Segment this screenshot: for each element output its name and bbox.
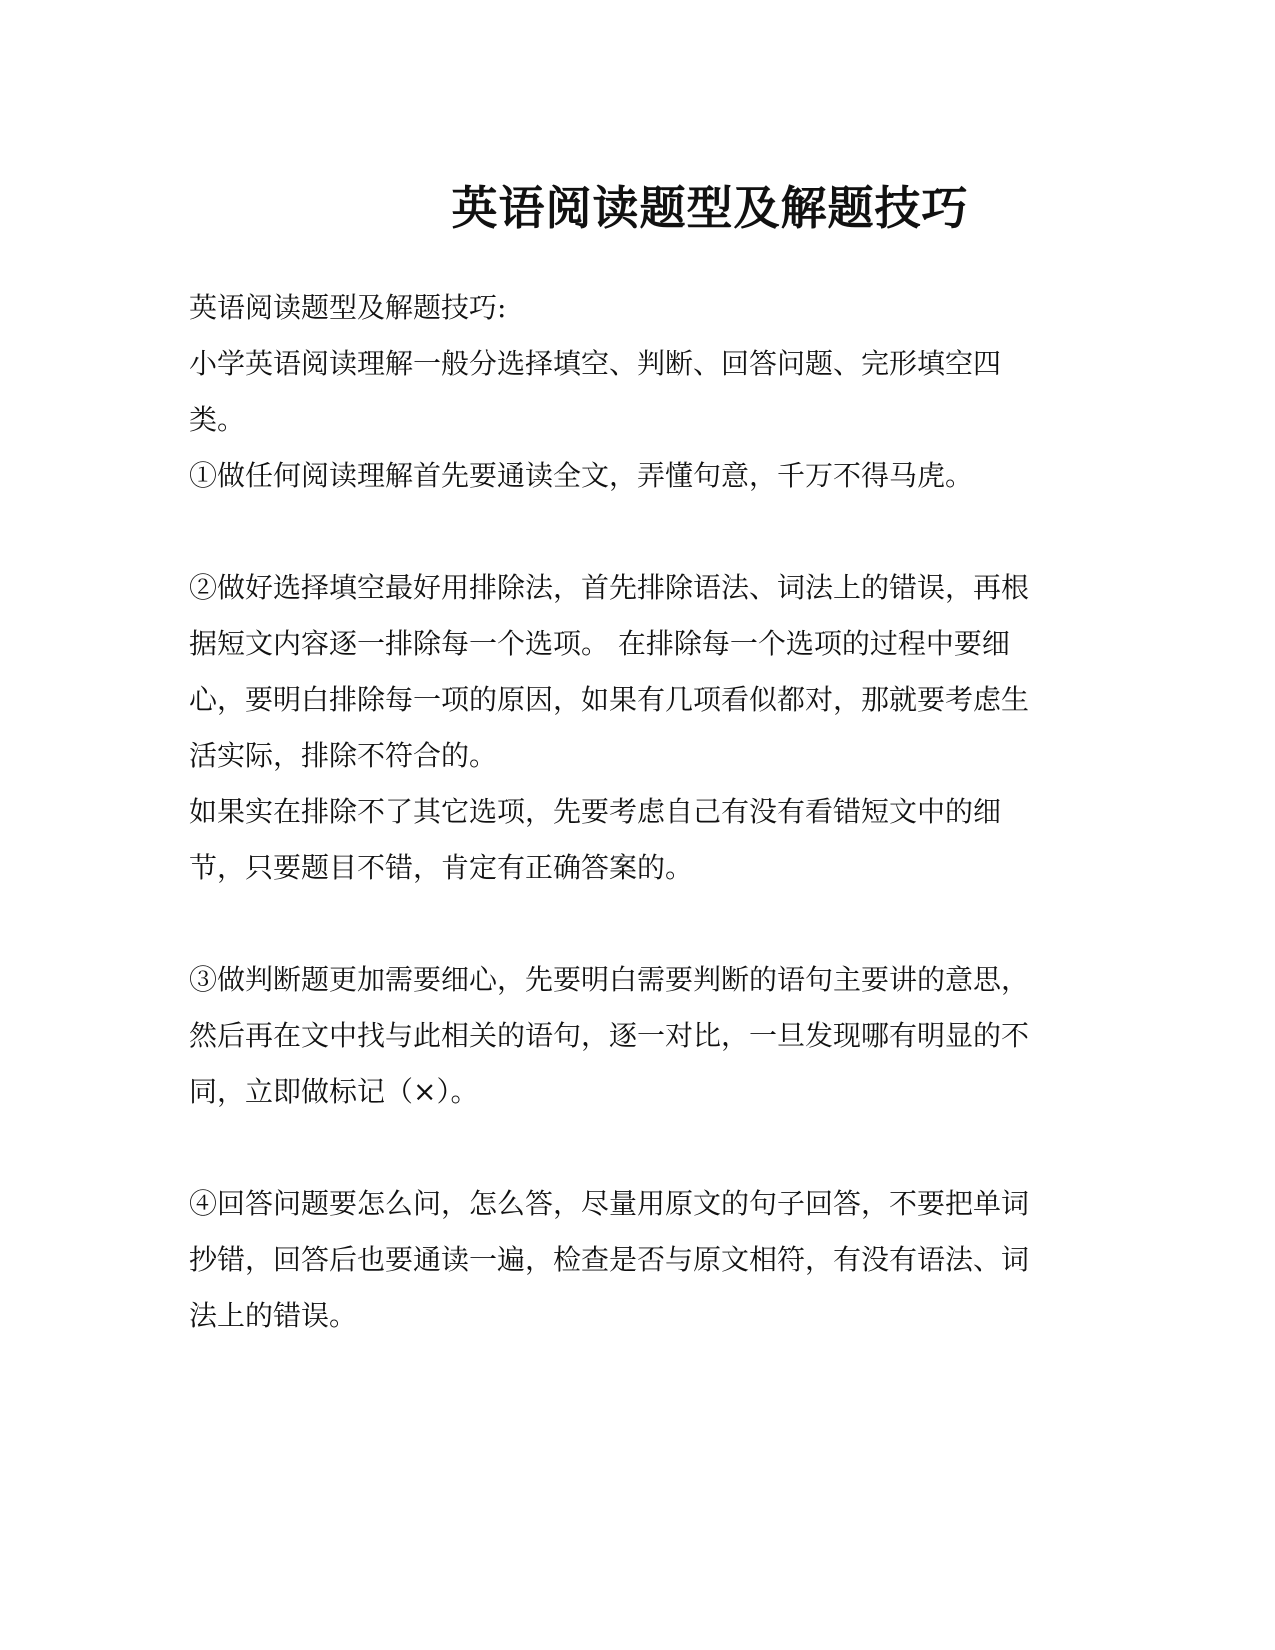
- intro-heading: 英语阅读题型及解题技巧:: [189, 291, 507, 324]
- tip-4-line: 法上的错误。: [189, 1299, 358, 1332]
- tip-4-line: ④回答问题要怎么问，怎么答，尽量用原文的句子回答，不要把单词: [189, 1187, 1030, 1220]
- tip-2-line: 心，要明白排除每一项的原因，如果有几项看似都对，那就要考虑生: [189, 683, 1030, 716]
- tip-3-line: 同，立即做标记（×）。: [189, 1075, 479, 1108]
- paragraph-line: 类。: [189, 403, 246, 436]
- document-title: 英语阅读题型及解题技巧: [451, 181, 969, 235]
- tip-2-line: 节，只要题目不错，肯定有正确答案的。: [189, 851, 694, 884]
- document-body: [189, 280, 1069, 1344]
- blank-line: [189, 1120, 1069, 1176]
- tip-2-line: 活实际，排除不符合的。: [189, 739, 498, 772]
- blank-line: [189, 504, 1069, 560]
- paragraph-line: 小学英语阅读理解一般分选择填空、判断、回答问题、完形填空四: [189, 347, 1002, 380]
- tip-2-line: ②做好选择填空最好用排除法，首先排除语法、词法上的错误，再根: [189, 571, 1030, 604]
- tip-2-line: 据短文内容逐一排除每一个选项。 在排除每一个选项的过程中要细: [189, 627, 1010, 660]
- tip-4-line: 抄错，回答后也要通读一遍，检查是否与原文相符，有没有语法、词: [189, 1243, 1030, 1276]
- tip-2-line: 如果实在排除不了其它选项，先要考虑自己有没有看错短文中的细: [189, 795, 1002, 828]
- tip-3-line: ③做判断题更加需要细心，先要明白需要判断的语句主要讲的意思，: [189, 963, 1030, 996]
- tip-3-line: 然后再在文中找与此相关的语句，逐一对比，一旦发现哪有明显的不: [189, 1019, 1030, 1052]
- blank-line: [189, 896, 1069, 952]
- tip-1-line: ①做任何阅读理解首先要通读全文，弄懂句意，千万不得马虎。: [189, 459, 974, 492]
